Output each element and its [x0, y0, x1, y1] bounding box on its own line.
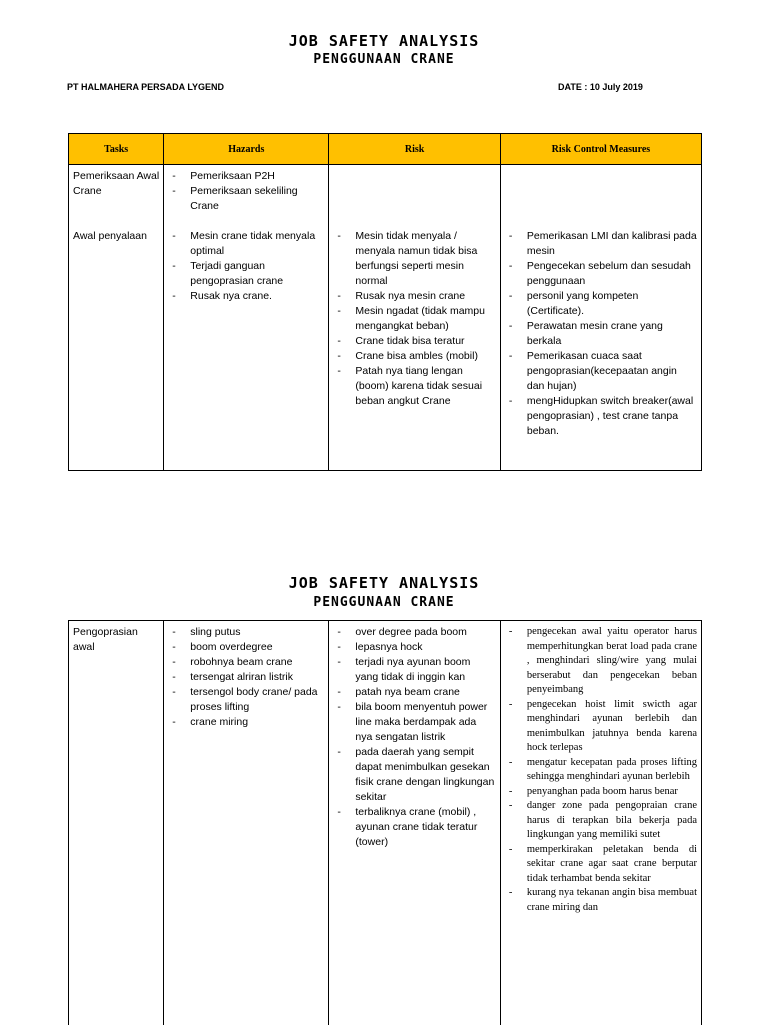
task-awal-penyalaan: Awal penyalaan — [73, 230, 147, 242]
header-hazards: Hazards — [164, 134, 329, 165]
list-item: - tersengat alriran listrik — [168, 670, 324, 685]
list-item: - crane miring — [168, 715, 324, 730]
header-risk: Risk — [329, 134, 500, 165]
list-item: - danger zone pada pengopraian crane harus di terapkan bila bekerja pada lingkungan yang memiliki sutet — [505, 799, 697, 843]
risk-list — [333, 229, 495, 409]
list-item: - penyanghan pada boom harus benar — [505, 785, 697, 800]
company-name: PT HALMAHERA PERSADA LYGEND — [67, 82, 225, 92]
document-date: DATE : 10 July 2019 — [558, 82, 643, 92]
list-item: - Rusak nya mesin crane — [333, 289, 495, 304]
page2-subtitle: PENGGUNAAN CRANE — [313, 595, 455, 610]
table-row — [69, 621, 702, 1025]
list-item: - Pemerikasan cuaca saat pengoprasian(kecepaatan angin dan hujan) — [505, 349, 697, 394]
list-item: - Mesin ngadat (tidak mampu mengangkat beban) — [333, 304, 495, 334]
hazards-cell — [164, 621, 329, 1025]
list-item: - over degree pada boom — [333, 625, 495, 640]
document-subtitle: PENGGUNAAN CRANE — [313, 52, 455, 67]
jsa-table-2 — [68, 620, 702, 1025]
list-item: - Pengecekan sebelum dan sesudah penggunaan — [505, 259, 697, 289]
header-tasks: Tasks — [69, 134, 164, 165]
hazards-list-1 — [168, 169, 324, 229]
controls-cell — [500, 621, 701, 1025]
table-row — [69, 165, 702, 471]
list-item: - terbaliknya crane (mobil) , ayunan crane tidak teratur (tower) — [333, 805, 495, 850]
list-item: - tersengol body crane/ pada proses lifting — [168, 685, 324, 715]
list-item: - pengecekan hoist limit swicth agar menghindari ayunan berlebih dan menimbulkan jatuhnya benda karena hock terlepas — [505, 698, 697, 756]
page2-title: JOB SAFETY ANALYSIS — [288, 574, 480, 592]
list-item: - Pemeriksaan sekeliling Crane — [168, 184, 324, 214]
list-item: - terjadi nya ayunan boom yang tidak di inggin kan — [333, 655, 495, 685]
controls-cell — [500, 165, 701, 471]
task-pemeriksaan: Pemeriksaan Awal Crane — [73, 170, 160, 197]
task-cell — [69, 165, 164, 471]
risk-cell — [329, 165, 500, 471]
list-item: - pada daerah yang sempit dapat menimbulkan gesekan fisik crane dengan lingkungan sekitar — [333, 745, 495, 805]
risk-cell — [329, 621, 500, 1025]
list-item: - mengatur kecepatan pada proses lifting sehingga menghindari ayunan berlebih — [505, 756, 697, 785]
header-risk-control: Risk Control Measures — [500, 134, 701, 165]
list-item: - Pemerikasan LMI dan kalibrasi pada mesin — [505, 229, 697, 259]
list-item: - robohnya beam crane — [168, 655, 324, 670]
list-item: - Mesin tidak menyala / menyala namun tidak bisa berfungsi seperti mesin normal — [333, 229, 495, 289]
controls-list — [505, 229, 697, 439]
list-item: - Crane tidak bisa teratur — [333, 334, 495, 349]
list-item: - Terjadi ganguan pengoprasian crane — [168, 259, 324, 289]
task-pengoprasian: Pengoprasian awal — [73, 626, 138, 653]
hazards-list — [168, 625, 324, 730]
list-item: - Patah nya tiang lengan (boom) karena tidak sesuai beban angkut Crane — [333, 364, 495, 409]
list-item: - mengHidupkan switch breaker(awal pengoprasian) , test crane tanpa beban. — [505, 394, 697, 439]
list-item: - Perawatan mesin crane yang berkala — [505, 319, 697, 349]
list-item: - boom overdegree — [168, 640, 324, 655]
list-item: - Pemeriksaan P2H — [168, 169, 324, 184]
list-item: - patah nya beam crane — [333, 685, 495, 700]
list-item: - pengecekan awal yaitu operator harus memperhitungkan berat load pada crane , menghindari sling/wire yang mulai berserabut dan pengecekan beban penyeimbang — [505, 625, 697, 698]
hazards-cell — [164, 165, 329, 471]
list-item: - Crane bisa ambles (mobil) — [333, 349, 495, 364]
risk-list — [333, 625, 495, 850]
hazards-list-2 — [168, 229, 324, 304]
list-item: - personil yang kompeten (Certificate). — [505, 289, 697, 319]
list-item: - kurang nya tekanan angin bisa membuat crane miring dan — [505, 886, 697, 915]
list-item: - Rusak nya crane. — [168, 289, 324, 304]
task-cell — [69, 621, 164, 1025]
document-title: JOB SAFETY ANALYSIS — [288, 32, 480, 50]
controls-list — [505, 625, 697, 915]
list-item: - Mesin crane tidak menyala optimal — [168, 229, 324, 259]
list-item: - bila boom menyentuh power line maka berdampak ada nya sengatan listrik — [333, 700, 495, 745]
header-row — [69, 134, 702, 165]
list-item: - lepasnya hock — [333, 640, 495, 655]
jsa-table — [68, 133, 702, 471]
list-item: - memperkirakan peletakan benda di sekitar crane agar saat crane berputar tidak terhambat benda sekitar — [505, 843, 697, 887]
list-item: - sling putus — [168, 625, 324, 640]
